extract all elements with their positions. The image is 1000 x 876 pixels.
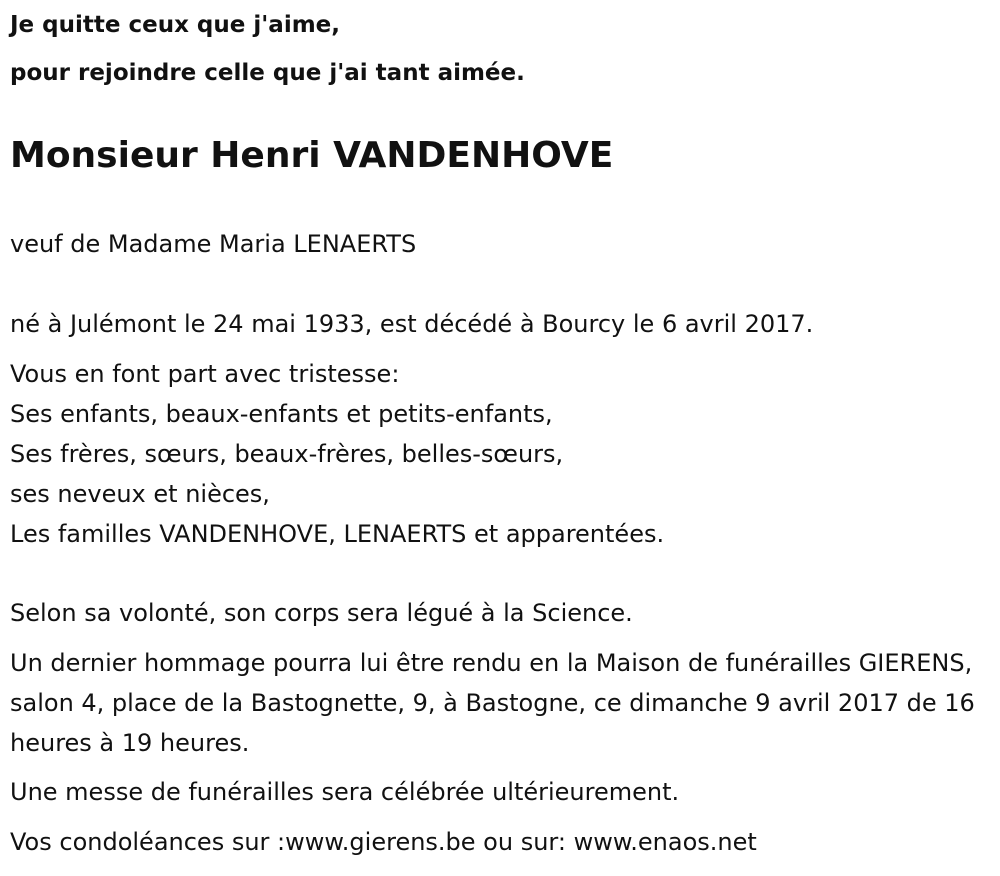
epigraph-line-1: Je quitte ceux que j'aime, bbox=[10, 12, 341, 38]
announcement-intro: Vous en font part avec tristesse: bbox=[10, 360, 400, 388]
deceased-name: Monsieur Henri VANDENHOVE bbox=[10, 135, 614, 176]
family-line: Ses frères, sœurs, beaux-frères, belles-sœurs, bbox=[10, 440, 564, 468]
family-line: Ses enfants, beaux-enfants et petits-enfants, bbox=[10, 400, 553, 428]
mass-text: Une messe de funérailles sera célébrée ultérieurement. bbox=[10, 778, 680, 806]
epigraph-line-2: pour rejoindre celle que j'ai tant aimée. bbox=[10, 60, 525, 86]
will-text: Selon sa volonté, son corps sera légué à la Science. bbox=[10, 599, 633, 627]
announcement-block bbox=[10, 354, 664, 554]
condolences-text: Vos condoléances sur :www.gierens.be ou sur: www.enaos.net bbox=[10, 828, 757, 856]
widow-of-text: veuf de Madame Maria LENAERTS bbox=[10, 230, 417, 258]
family-line: Les familles VANDENHOVE, LENAERTS et apparentées. bbox=[10, 520, 665, 548]
family-line: ses neveux et nièces, bbox=[10, 480, 270, 508]
tribute-text: Un dernier hommage pourra lui être rendu en la Maison de funérailles GIERENS, salon 4, place de la Bastognette, 9, à Bastogne, ce dimanche 9 avril 2017 de 16 heures à 19 heures. bbox=[10, 649, 975, 757]
birth-death-text: né à Julémont le 24 mai 1933, est décédé à Bourcy le 6 avril 2017. bbox=[10, 310, 814, 338]
